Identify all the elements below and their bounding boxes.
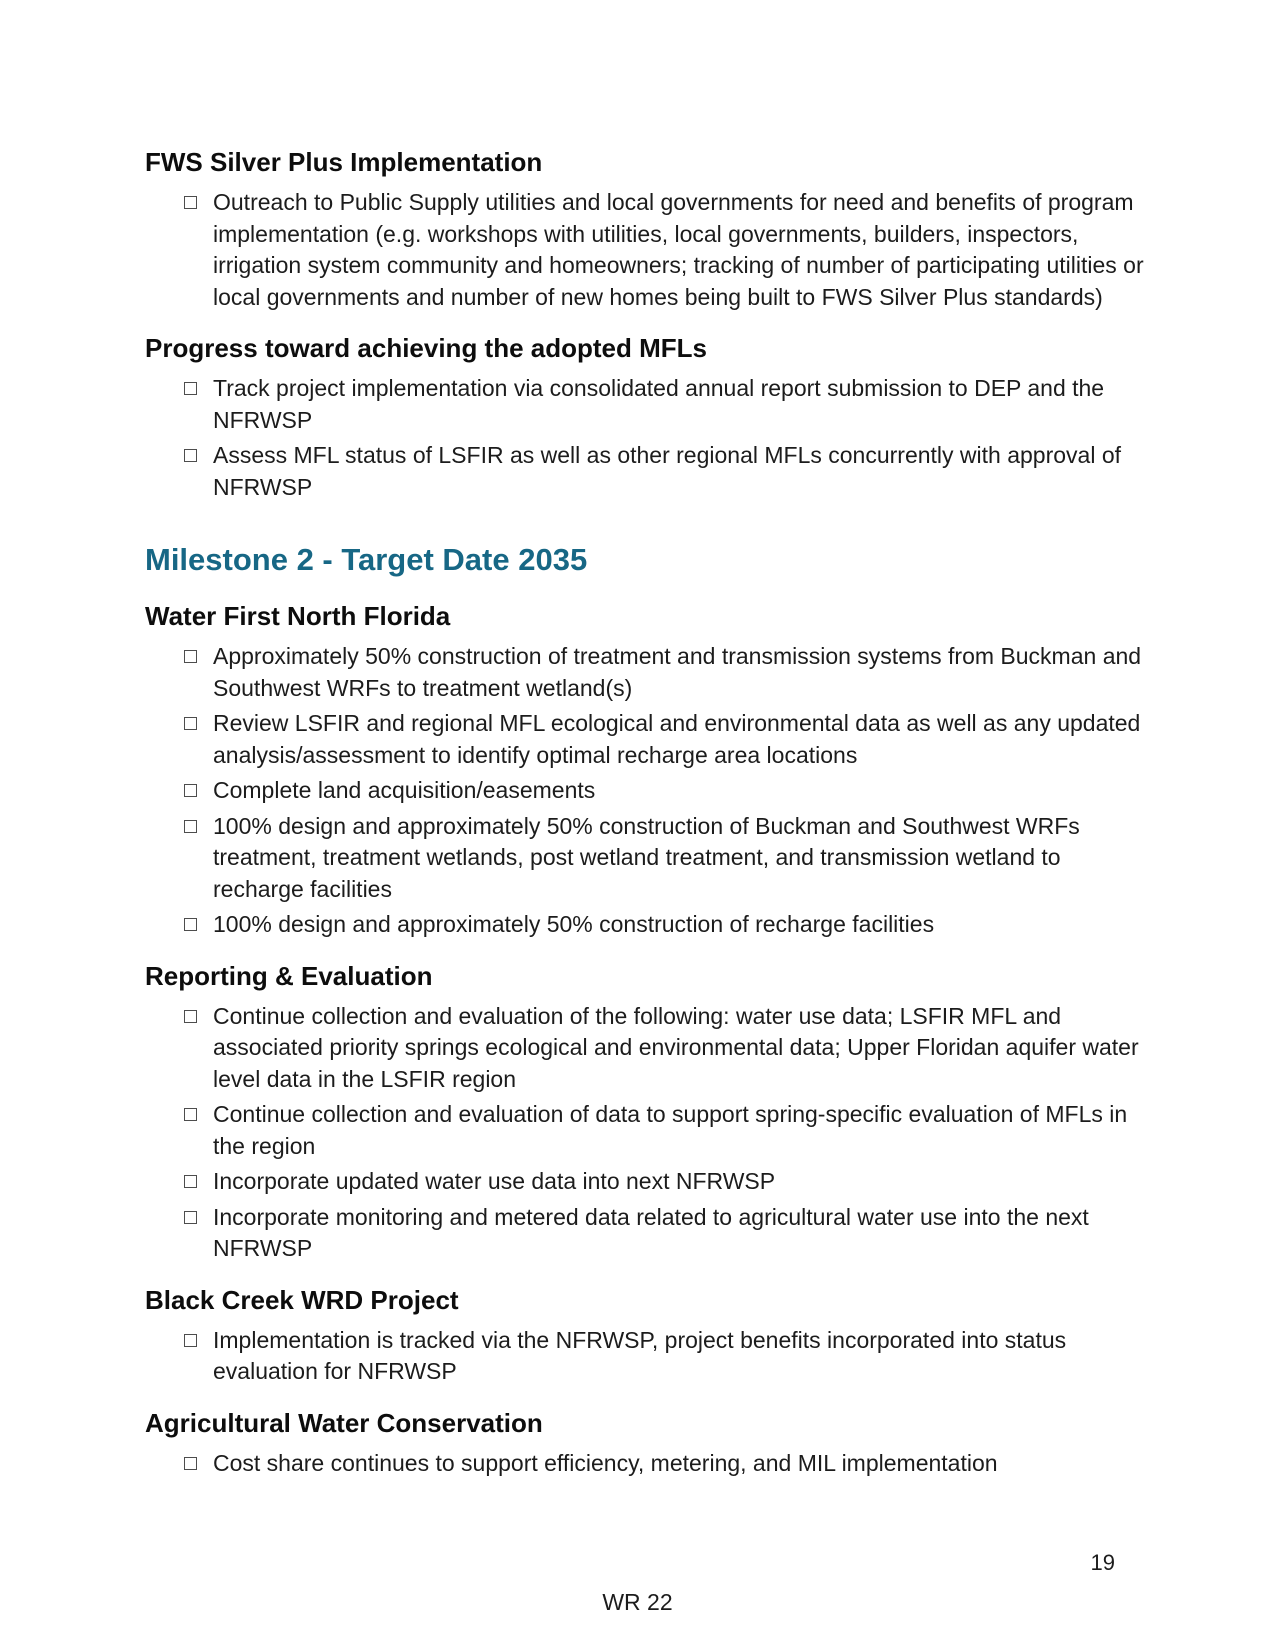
list-item: [145, 909, 1148, 941]
list-item-text: Outreach to Public Supply utilities and local governments for need and benefits of program implementation (e.g. workshops with utilities, local governments, builders, inspectors, irrigation system community and homeowners; tracking of number of participating utilities or local governments and number of new homes being built to FWS Silver Plus standards): [213, 189, 1144, 310]
section-progress-mfls: [145, 333, 1148, 503]
section-fws-silver-plus: [145, 147, 1148, 313]
section-heading: Progress toward achieving the adopted MFLs: [145, 333, 707, 363]
checklist: [145, 1448, 1148, 1480]
list-item-text: 100% design and approximately 50% construction of recharge facilities: [213, 911, 935, 937]
list-item-text: Continue collection and evaluation of data to support spring-specific evaluation of MFLs in the region: [213, 1101, 1128, 1159]
milestone-heading: Milestone 2 - Target Date 2035: [145, 542, 588, 577]
section-heading: Black Creek WRD Project: [145, 1284, 459, 1315]
checklist: [145, 187, 1148, 313]
checklist: [145, 373, 1148, 503]
checkbox-bullet-icon: [184, 784, 197, 797]
list-item: [145, 641, 1148, 704]
checkbox-bullet-icon: [184, 382, 197, 395]
list-item-text: Implementation is tracked via the NFRWSP, project benefits incorporated into status evaluation for NFRWSP: [213, 1326, 1067, 1384]
list-item: [145, 373, 1148, 436]
checklist: [145, 1001, 1148, 1265]
checkbox-bullet-icon: [184, 918, 197, 931]
checkbox-bullet-icon: [184, 1457, 197, 1470]
list-item-text: Review LSFIR and regional MFL ecological and environmental data as well as any updated analysis/assessment to identify optimal recharge area locations: [213, 710, 1141, 768]
checkbox-bullet-icon: [184, 1010, 197, 1023]
list-item: [145, 1448, 1148, 1480]
section-agricultural-water-conservation: [145, 1408, 1148, 1480]
checklist: [145, 1325, 1148, 1388]
page-number: 19: [1090, 1550, 1115, 1575]
checkbox-bullet-icon: [184, 1211, 197, 1224]
section-heading: Water First North Florida: [145, 601, 451, 631]
section-reporting-evaluation: [145, 961, 1148, 1265]
list-item: [145, 1166, 1148, 1198]
footer-doc-code: WR 22: [602, 1589, 673, 1615]
checkbox-bullet-icon: [184, 650, 197, 663]
list-item: [145, 1202, 1148, 1265]
list-item: [145, 440, 1148, 503]
list-item-text: Continue collection and evaluation of the following: water use data; LSFIR MFL and associated priority springs ecological and environmental data; Upper Floridan aquifer water level data in the LSFIR region: [213, 1002, 1139, 1092]
checkbox-bullet-icon: [184, 449, 197, 462]
list-item-text: Assess MFL status of LSFIR as well as other regional MFLs concurrently with approval of NFRWSP: [213, 442, 1122, 500]
checkbox-bullet-icon: [184, 1175, 197, 1188]
section-black-creek-wrd: [145, 1285, 1148, 1388]
section-water-first-north-florida: [145, 601, 1148, 941]
section-heading: Agricultural Water Conservation: [145, 1407, 543, 1438]
list-item: [145, 1099, 1148, 1162]
list-item-text: 100% design and approximately 50% construction of Buckman and Southwest WRFs treatment, treatment wetlands, post wetland treatment, and transmission wetland to recharge facilities: [213, 812, 1080, 902]
list-item: [145, 1001, 1148, 1096]
checkbox-bullet-icon: [184, 820, 197, 833]
checkbox-bullet-icon: [184, 717, 197, 730]
list-item-text: Incorporate monitoring and metered data related to agricultural water use into the next NFRWSP: [213, 1203, 1089, 1261]
list-item: [145, 708, 1148, 771]
section-heading: FWS Silver Plus Implementation: [145, 147, 543, 177]
checkbox-bullet-icon: [184, 196, 197, 209]
list-item-text: Cost share continues to support efficiency, metering, and MIL implementation: [213, 1449, 998, 1476]
list-item-text: Incorporate updated water use data into next NFRWSP: [213, 1168, 776, 1194]
list-item-text: Complete land acquisition/easements: [213, 777, 596, 803]
checklist: [145, 641, 1148, 941]
list-item: [145, 187, 1148, 313]
list-item-text: Track project implementation via consolidated annual report submission to DEP and the NFRWSP: [213, 375, 1105, 433]
list-item: [145, 1325, 1148, 1388]
list-item: [145, 811, 1148, 906]
list-item: [145, 775, 1148, 807]
page-content: [145, 147, 1148, 1483]
section-heading: Reporting & Evaluation: [145, 960, 433, 991]
checkbox-bullet-icon: [184, 1108, 197, 1121]
list-item-text: Approximately 50% construction of treatment and transmission systems from Buckman and Southwest WRFs to treatment wetland(s): [213, 643, 1142, 701]
checkbox-bullet-icon: [184, 1334, 197, 1347]
